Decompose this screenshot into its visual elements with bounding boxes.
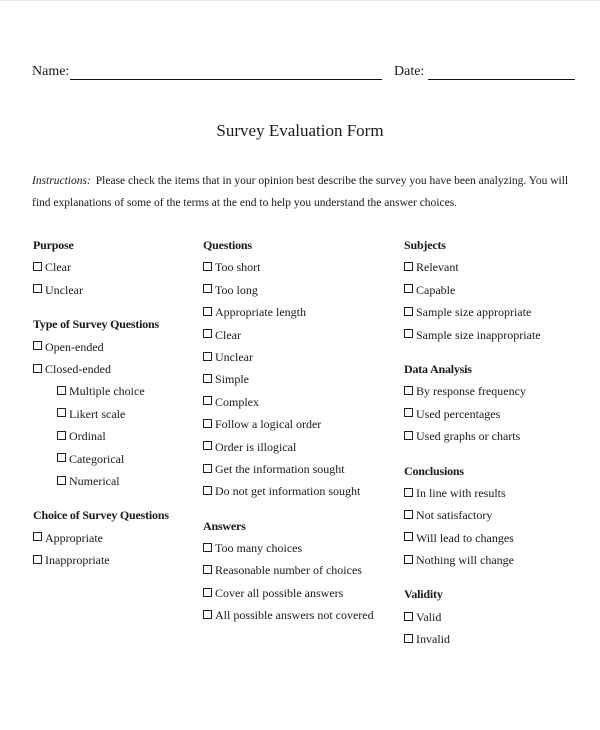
section-conclusions	[404, 460, 541, 572]
checkbox-icon[interactable]	[203, 329, 212, 338]
instructions-lead: Instructions:	[32, 175, 91, 187]
checkbox-option[interactable]	[404, 527, 541, 549]
option-label: Sample size appropriate	[416, 305, 532, 320]
checkbox-icon[interactable]	[57, 476, 66, 485]
checkbox-option[interactable]	[404, 549, 541, 571]
checkbox-icon[interactable]	[203, 486, 212, 495]
option-label: Not satisfactory	[416, 508, 493, 523]
section-heading: Data Analysis	[404, 361, 472, 376]
checkbox-option[interactable]	[404, 606, 541, 628]
checkbox-option[interactable]	[33, 470, 169, 492]
option-label: Open-ended	[45, 339, 104, 354]
option-label: Do not get information sought	[215, 484, 361, 499]
checkbox-icon[interactable]	[203, 464, 212, 473]
checkbox-icon[interactable]	[404, 262, 413, 271]
checkbox-icon[interactable]	[203, 610, 212, 619]
checkbox-icon[interactable]	[33, 262, 42, 271]
option-label: Reasonable number of choices	[215, 563, 362, 578]
option-label: Numerical	[69, 473, 120, 488]
checkbox-option[interactable]	[33, 256, 169, 278]
option-label: Clear	[215, 327, 241, 342]
checkbox-option[interactable]	[404, 380, 541, 402]
checkbox-option[interactable]	[33, 279, 169, 301]
option-label: Appropriate length	[215, 305, 306, 320]
option-label: Clear	[45, 260, 71, 275]
option-label: Will lead to changes	[416, 530, 514, 545]
column-1	[33, 234, 169, 583]
checkbox-icon[interactable]	[203, 284, 212, 293]
option-label: By response frequency	[416, 384, 526, 399]
option-label: Multiple choice	[69, 384, 145, 399]
option-label: Unclear	[215, 349, 253, 364]
section-heading: Purpose	[33, 238, 74, 252]
checkbox-option[interactable]	[33, 380, 169, 402]
checkbox-icon[interactable]	[203, 352, 212, 361]
checkbox-icon[interactable]	[404, 307, 413, 316]
option-label: Valid	[416, 609, 442, 624]
section-type-of-survey-questions	[33, 313, 169, 492]
checkbox-option[interactable]	[203, 368, 374, 390]
checkbox-option[interactable]	[203, 256, 374, 278]
checkbox-option[interactable]	[203, 480, 374, 502]
option-label: Sample size inappropriate	[416, 327, 541, 342]
checkbox-icon[interactable]	[404, 532, 413, 541]
date-label: Date:	[394, 64, 425, 79]
checkbox-icon[interactable]	[203, 262, 212, 271]
checkbox-option[interactable]	[203, 604, 374, 626]
checkbox-option[interactable]	[203, 582, 374, 604]
section-heading: Subjects	[404, 238, 446, 252]
option-label: Too long	[215, 282, 258, 297]
page-top-border	[0, 0, 600, 1]
option-label: Too many choices	[215, 541, 303, 556]
section-data-analysis	[404, 358, 541, 448]
checkbox-icon[interactable]	[404, 431, 413, 440]
option-label: Inappropriate	[45, 553, 110, 568]
checkbox-option[interactable]	[404, 628, 541, 650]
checkbox-icon[interactable]	[404, 510, 413, 519]
option-label: Relevant	[416, 260, 459, 275]
checkbox-option[interactable]	[33, 358, 169, 380]
checkbox-option[interactable]	[203, 537, 374, 559]
section-purpose	[33, 234, 169, 301]
checkbox-icon[interactable]	[57, 408, 66, 417]
option-label: Appropriate	[45, 530, 103, 545]
checkbox-option[interactable]	[33, 527, 169, 549]
checkbox-icon[interactable]	[404, 284, 413, 293]
header-row	[0, 64, 600, 84]
checkbox-icon[interactable]	[33, 284, 42, 293]
instructions-text: Please check the items that in your opinion best describe the survey you have been analyzing. You will find explanations of some of the terms at the end to help you understand the answer choices.	[32, 175, 569, 209]
checkbox-icon[interactable]	[203, 419, 212, 428]
checkbox-icon[interactable]	[404, 634, 413, 643]
checkbox-icon[interactable]	[404, 555, 413, 564]
option-label: Get the information sought	[215, 461, 345, 476]
checkbox-icon[interactable]	[404, 386, 413, 395]
instructions	[32, 170, 572, 214]
column-2	[203, 234, 374, 639]
checkbox-option[interactable]	[33, 336, 169, 358]
checkbox-option[interactable]	[33, 448, 169, 470]
section-validity	[404, 583, 541, 650]
section-heading: Questions	[203, 238, 252, 252]
checkbox-option[interactable]	[404, 279, 541, 301]
checkbox-option[interactable]	[203, 301, 374, 323]
checkbox-option[interactable]	[404, 403, 541, 425]
section-heading: Validity	[404, 587, 443, 602]
checkbox-icon[interactable]	[57, 386, 66, 395]
option-label: Simple	[215, 372, 250, 387]
checkbox-option[interactable]	[203, 391, 374, 413]
checkbox-option[interactable]	[203, 436, 374, 458]
option-label: Ordinal	[69, 429, 106, 444]
checkbox-icon[interactable]	[404, 408, 413, 417]
section-heading: Answers	[203, 518, 246, 533]
checkbox-icon[interactable]	[57, 453, 66, 462]
checkbox-option[interactable]	[404, 425, 541, 447]
option-label: Invalid	[416, 632, 450, 647]
section-heading: Choice of Survey Questions	[33, 508, 169, 523]
checkbox-option[interactable]	[404, 256, 541, 278]
name-field-line[interactable]	[70, 79, 382, 80]
checkbox-option[interactable]	[203, 413, 374, 435]
checkbox-icon[interactable]	[203, 307, 212, 316]
checkbox-icon[interactable]	[203, 565, 212, 574]
option-label: Used graphs or charts	[416, 429, 521, 444]
column-3	[404, 234, 541, 663]
form-title: Survey Evaluation Form	[216, 121, 384, 140]
checkbox-option[interactable]	[33, 549, 169, 571]
date-field-line[interactable]	[428, 79, 575, 80]
option-label: Order is illogical	[215, 439, 297, 454]
checkbox-icon[interactable]	[33, 532, 42, 541]
checkbox-icon[interactable]	[33, 555, 42, 564]
checkbox-option[interactable]	[404, 504, 541, 526]
checkbox-option[interactable]	[404, 301, 541, 323]
checkbox-option[interactable]	[33, 425, 169, 447]
section-heading: Type of Survey Questions	[33, 317, 159, 332]
checkbox-icon[interactable]	[203, 374, 212, 383]
option-label: Nothing will change	[416, 553, 514, 568]
section-answers	[203, 515, 374, 627]
checkbox-icon[interactable]	[203, 396, 212, 405]
checkbox-icon[interactable]	[57, 431, 66, 440]
checkbox-icon[interactable]	[33, 341, 42, 350]
checkbox-option[interactable]	[33, 403, 169, 425]
name-label: Name:	[32, 64, 70, 79]
option-label: All possible answers not covered	[215, 608, 374, 623]
checkbox-option[interactable]	[203, 324, 374, 346]
checkbox-option[interactable]	[203, 279, 374, 301]
checkbox-option[interactable]	[404, 324, 541, 346]
option-label: Follow a logical order	[215, 417, 322, 432]
checkbox-icon[interactable]	[404, 612, 413, 621]
option-label: Likert scale	[69, 406, 126, 421]
section-choice-of-survey-questions	[33, 504, 169, 571]
checkbox-icon[interactable]	[404, 329, 413, 338]
option-label: Categorical	[69, 451, 125, 466]
section-questions	[203, 234, 374, 503]
section-heading: Conclusions	[404, 463, 464, 478]
option-label: Too short	[215, 260, 261, 275]
option-label: Complex	[215, 394, 259, 409]
checkbox-option[interactable]	[404, 482, 541, 504]
checkbox-icon[interactable]	[203, 441, 212, 450]
option-label: Used percentages	[416, 406, 501, 421]
checkbox-option[interactable]	[203, 559, 374, 581]
option-label: Unclear	[45, 282, 83, 297]
checkbox-icon[interactable]	[203, 543, 212, 552]
checkbox-option[interactable]	[203, 458, 374, 480]
option-label: Cover all possible answers	[215, 585, 344, 600]
section-subjects	[404, 234, 541, 346]
checkbox-icon[interactable]	[404, 488, 413, 497]
checkbox-icon[interactable]	[33, 364, 42, 373]
option-label: In line with results	[416, 485, 506, 500]
checkbox-icon[interactable]	[203, 588, 212, 597]
checkbox-option[interactable]	[203, 346, 374, 368]
option-label: Closed-ended	[45, 361, 111, 376]
option-label: Capable	[416, 282, 456, 297]
